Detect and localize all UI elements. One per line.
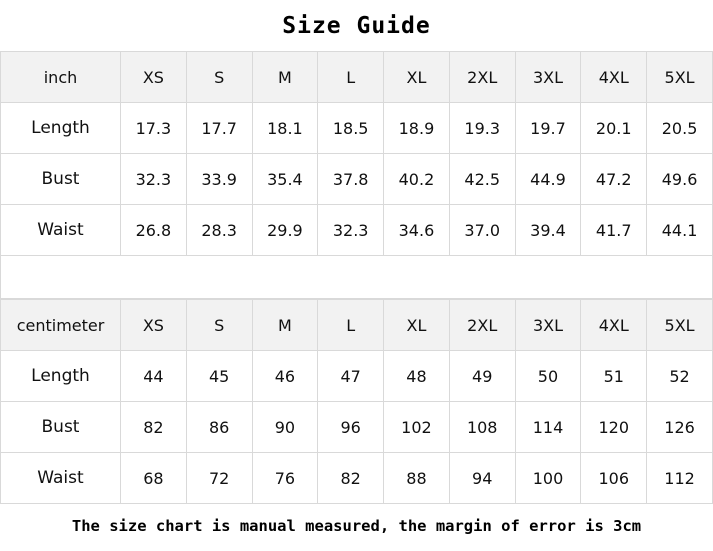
cell-value: 47 [318, 351, 384, 402]
cell-value: 44.9 [515, 154, 581, 205]
row-label-length: Length [1, 103, 121, 154]
measurement-note: The size chart is manual measured, the margin of error is 3cm [71, 517, 642, 535]
cell-value: 52 [647, 351, 713, 402]
cell-value: 37.8 [318, 154, 384, 205]
size-table-centimeter [0, 299, 713, 504]
size-header-3xl: 3XL [515, 52, 581, 103]
page-title: Size Guide [282, 13, 431, 39]
table-row [1, 453, 713, 504]
cell-value: 126 [647, 402, 713, 453]
row-label-bust: Bust [1, 154, 121, 205]
cell-value: 28.3 [186, 205, 252, 256]
cell-value: 68 [121, 453, 187, 504]
cell-value: 20.5 [647, 103, 713, 154]
table-header-row [1, 300, 713, 351]
size-header-s: S [186, 52, 252, 103]
cell-value: 48 [384, 351, 450, 402]
cell-value: 32.3 [318, 205, 384, 256]
cell-value: 100 [515, 453, 581, 504]
cell-value: 86 [186, 402, 252, 453]
size-header-5xl: 5XL [647, 52, 713, 103]
cell-value: 88 [384, 453, 450, 504]
cell-value: 20.1 [581, 103, 647, 154]
table-row [1, 154, 713, 205]
cell-value: 106 [581, 453, 647, 504]
cell-value: 114 [515, 402, 581, 453]
unit-label-inch: inch [1, 52, 121, 103]
cell-value: 35.4 [252, 154, 318, 205]
cell-value: 94 [449, 453, 515, 504]
size-header-2xl: 2XL [449, 52, 515, 103]
cell-value: 44.1 [647, 205, 713, 256]
table-header-row [1, 52, 713, 103]
cell-value: 18.5 [318, 103, 384, 154]
cell-value: 102 [384, 402, 450, 453]
cell-value: 19.7 [515, 103, 581, 154]
cell-value: 40.2 [384, 154, 450, 205]
cell-value: 41.7 [581, 205, 647, 256]
cell-value: 18.9 [384, 103, 450, 154]
cell-value: 72 [186, 453, 252, 504]
cell-value: 32.3 [121, 154, 187, 205]
size-header-4xl: 4XL [581, 300, 647, 351]
table-spacer [0, 256, 713, 299]
cell-value: 47.2 [581, 154, 647, 205]
cell-value: 39.4 [515, 205, 581, 256]
cell-value: 120 [581, 402, 647, 453]
size-header-xs: XS [121, 52, 187, 103]
cell-value: 96 [318, 402, 384, 453]
cell-value: 29.9 [252, 205, 318, 256]
cell-value: 82 [121, 402, 187, 453]
cell-value: 17.3 [121, 103, 187, 154]
cell-value: 46 [252, 351, 318, 402]
row-label-bust: Bust [1, 402, 121, 453]
cell-value: 51 [581, 351, 647, 402]
unit-label-centimeter: centimeter [1, 300, 121, 351]
table-row [1, 205, 713, 256]
row-label-length: Length [1, 351, 121, 402]
cell-value: 18.1 [252, 103, 318, 154]
size-header-xs: XS [121, 300, 187, 351]
size-header-2xl: 2XL [449, 300, 515, 351]
cell-value: 37.0 [449, 205, 515, 256]
cell-value: 45 [186, 351, 252, 402]
cell-value: 90 [252, 402, 318, 453]
size-header-xl: XL [384, 52, 450, 103]
cell-value: 112 [647, 453, 713, 504]
row-label-waist: Waist [1, 205, 121, 256]
size-table-inch [0, 51, 713, 256]
row-label-waist: Waist [1, 453, 121, 504]
size-header-xl: XL [384, 300, 450, 351]
size-header-4xl: 4XL [581, 52, 647, 103]
size-header-3xl: 3XL [515, 300, 581, 351]
table-row [1, 351, 713, 402]
table-row [1, 103, 713, 154]
size-header-m: M [252, 300, 318, 351]
cell-value: 19.3 [449, 103, 515, 154]
size-header-s: S [186, 300, 252, 351]
cell-value: 76 [252, 453, 318, 504]
table-row [1, 402, 713, 453]
cell-value: 44 [121, 351, 187, 402]
cell-value: 50 [515, 351, 581, 402]
cell-value: 49.6 [647, 154, 713, 205]
size-header-l: L [318, 52, 384, 103]
cell-value: 108 [449, 402, 515, 453]
cell-value: 82 [318, 453, 384, 504]
cell-value: 49 [449, 351, 515, 402]
cell-value: 33.9 [186, 154, 252, 205]
size-header-5xl: 5XL [647, 300, 713, 351]
cell-value: 42.5 [449, 154, 515, 205]
cell-value: 26.8 [121, 205, 187, 256]
size-header-l: L [318, 300, 384, 351]
size-header-m: M [252, 52, 318, 103]
cell-value: 34.6 [384, 205, 450, 256]
cell-value: 17.7 [186, 103, 252, 154]
